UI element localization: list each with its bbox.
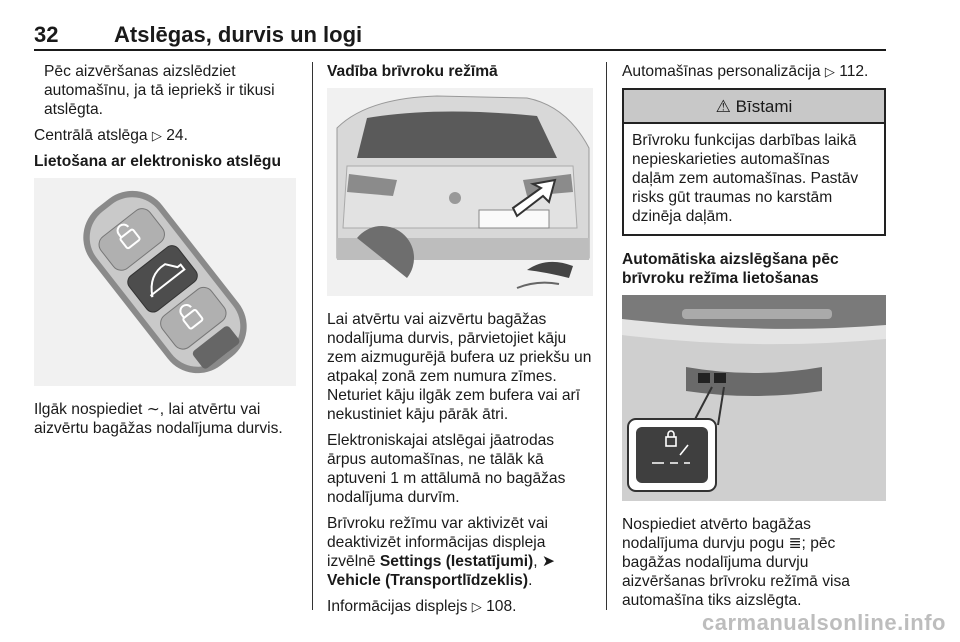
- personalization-ref-line: [622, 62, 886, 81]
- warning-title: Bīstami: [735, 97, 793, 117]
- page-number: 32: [34, 22, 59, 47]
- auto-lock-text-after: ; pēc bagāžas nodalījuma durvju aizvēršanas brīvroku režīmā visa automašīna tiks aizslēgta.: [622, 535, 850, 610]
- info-display-ref-line: [327, 597, 593, 616]
- page-ref-arrow-icon: ▷: [824, 64, 835, 79]
- personalization-page: 112.: [839, 63, 869, 80]
- info-display-label: Informācijas displejs: [327, 598, 468, 615]
- hands-free-paragraph-2: Elektroniskajai atslēgai jāatrodas ārpus automašīnas, ne tālāk kā aptuveni 1 m attālumā no bagāžas nodalījuma durvīm.: [327, 432, 566, 506]
- tailgate-button-icon: ∼: [146, 401, 160, 418]
- warning-triangle-icon: ⚠: [715, 97, 731, 117]
- car-rear-illustration: [327, 88, 593, 296]
- hold-button-text: [34, 400, 296, 438]
- watermark: carmanualsonline.info: [702, 610, 946, 635]
- info-display-page: 108.: [486, 598, 517, 615]
- central-lock-label: Centrālā atslēga: [34, 127, 148, 144]
- section-heading-hands-free: Vadība brīvroku režīmā: [327, 63, 498, 80]
- auto-lock-text: [622, 515, 886, 610]
- intro-text: Pēc aizvēršanas aizslēdziet automašīnu, ja tā iepriekš ir tikusi atslēgta.: [44, 63, 275, 118]
- hold-text-before: Ilgāk nospiediet: [34, 401, 143, 418]
- central-lock-page: 24.: [166, 127, 188, 144]
- hands-free-paragraph-1: Lai atvērtu vai aizvērtu bagāžas nodalījuma durvis, pārvietojiet kāju zem aizmugurējā bufera uz priekšu un atpakaļ zonā zem numura zīmes. Neturiet kāju ilgāk zem bufera vai arī nekustiniet kāju pārāk ātri.: [327, 311, 592, 423]
- electronic-key-illustration: [34, 178, 296, 386]
- central-lock-ref-line: [34, 126, 296, 145]
- tailgate-lock-button-icon: ≣: [788, 535, 802, 553]
- menu-settings: Settings (Iestatījumi): [379, 553, 534, 570]
- menu-intro-text: Brīvroku režīmu var aktivizēt vai deaktivizēt informācijas displeja izvēlnē: [327, 515, 548, 570]
- chapter-title: Atslēgas, durvis un logi: [114, 22, 363, 47]
- column-right: [622, 62, 886, 617]
- column-divider-2: [606, 62, 607, 610]
- hold-text-after: , lai atvērtu vai aizvērtu bagāžas nodalījuma durvis.: [34, 401, 283, 437]
- auto-lock-text-before: Nospiediet atvērto bagāžas nodalījuma durvju pogu: [622, 516, 811, 553]
- menu-vehicle: Vehicle (Transportlīdzeklis): [327, 572, 529, 589]
- menu-arrow-icon: ➤: [541, 553, 555, 570]
- column-divider-1: [312, 62, 313, 610]
- column-left: [34, 62, 296, 445]
- warning-box: [622, 88, 886, 236]
- page-header: [34, 22, 884, 52]
- header-rule: [34, 49, 886, 51]
- hands-free-paragraph-3: Brīvroku režīmu var aktivizēt vai deaktivizēt informācijas displeja izvēlnē Settings (Iestatījumi), ➤ Vehicle (Transportlīdzeklis).: [327, 515, 555, 589]
- section-heading-auto-lock: Automātiska aizslēgšana pēc brīvroku režīma lietošanas: [622, 251, 839, 288]
- personalization-label: Automašīnas personalizācija: [622, 63, 821, 80]
- section-heading-electronic-key: Lietošana ar elektronisko atslēgu: [34, 153, 281, 170]
- page-ref-arrow-icon: ▷: [151, 128, 162, 143]
- warning-header: [624, 90, 884, 124]
- tailgate-button-illustration: [622, 295, 886, 501]
- page-ref-arrow-icon: ▷: [471, 599, 482, 614]
- column-middle: [327, 62, 593, 623]
- warning-text: Brīvroku funkcijas darbības laikā nepieskarieties automašīnas daļām zem automašīnas. Pastāv risks gūt traumas no karstām dzinēja daļām.: [632, 132, 859, 226]
